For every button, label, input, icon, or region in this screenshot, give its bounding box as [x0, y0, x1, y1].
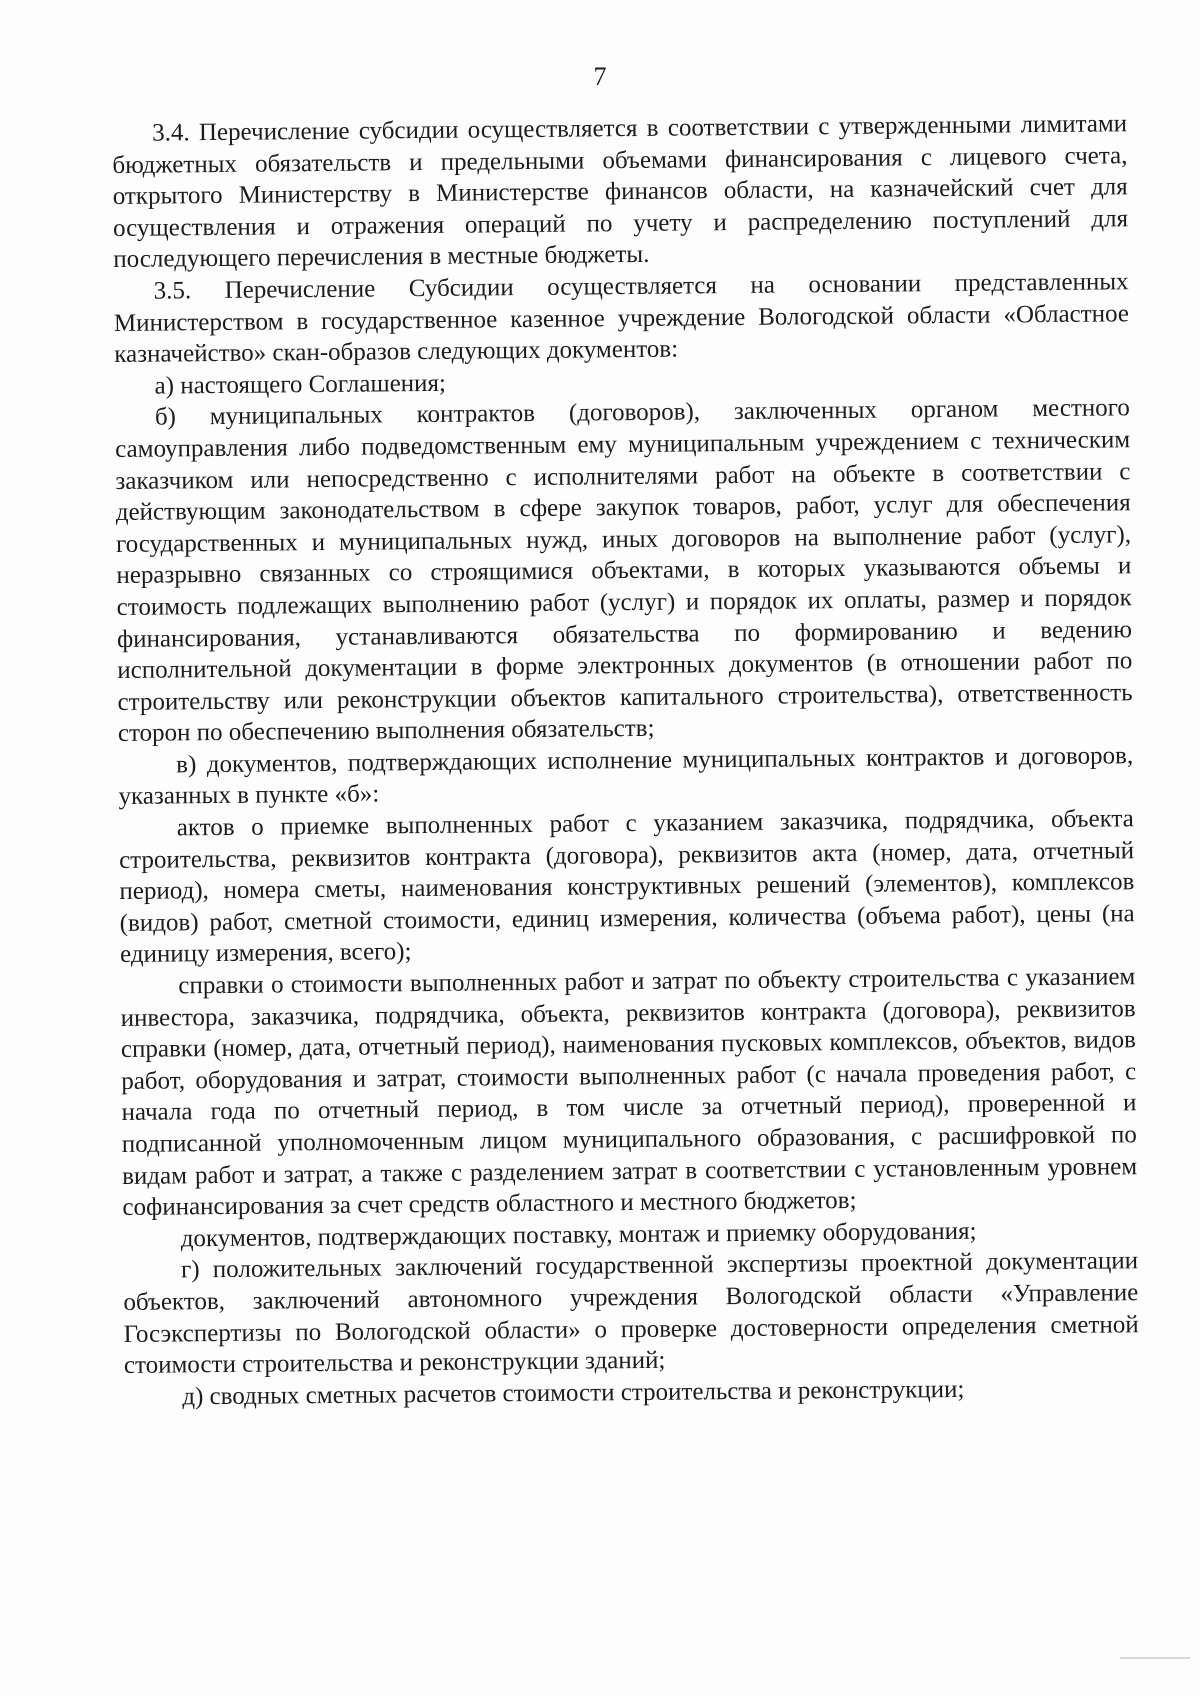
- scan-edge-mark: [1120, 1657, 1190, 1659]
- sub-item-certificates: справки о стоимости выполненных работ и затрат по объекту строительства с указанием инвестора, заказчика, подрядчика, объекта, реквизитов контракта (договора), реквизитов справки (номер, дата, отчетный период), наименования пусковых комплексов, объектов, видов работ, оборудования и затрат, стоимости выполненных работ (с начала проведения работ, с начала года по отчетный период, в том числе за отчетный период), проверенной и подписанной уполномоченным лицом муниципального образования, с расшифровкой по видам работ и затрат, а также с разделением затрат в соответствии с установленным уровнем софинансирования за счет средств областного и местного бюджетов;: [120, 963, 1138, 1222]
- page-number: 7: [593, 62, 607, 91]
- sub-item-acts: актов о приемке выполненных работ с указанием заказчика, подрядчика, объекта строительства, реквизитов контракта (договора), реквизитов акта (номер, дата, отчетный период), номера сметы, наименования конструктивных решений (элементов), комплексов (видов) работ, сметной стоимости, единиц измерения, количества (объема работ), цены (на единицу измерения, всего);: [118, 805, 1135, 969]
- list-item-b: б) муниципальных контрактов (договоров), заключенных органом местного самоуправления либо подведомственным ему муниципальным учреждением с техническим заказчиком или непосредственно с исполнителями работ на объекте в соответствии с действующим законодательством в сфере закупок товаров, работ, услуг для обеспечения государственных и муниципальных нужд, иных договоров на выполнение работ (услуг), неразрывно связанных со строящимися объектами, в которых указываются объемы и стоимость подлежащих выполнению работ (услуг) и порядок их оплаты, размер и порядок финансирования, устанавливаются обязательства по формированию и ведению исполнительной документации в форме электронных документов (в отношении работ по строительству или реконструкции объектов капитального строительства), ответственность сторон по обеспечению выполнения обязательств;: [115, 394, 1133, 748]
- sub-item-equipment: документов, подтверждающих поставку, монтаж и приемку оборудования;: [180, 1217, 977, 1253]
- list-item-a: а) настоящего Соглашения;: [154, 369, 447, 400]
- list-item-g: г) положительных заключений государственной экспертизы проектной документации объектов, заключений автономного учреждения Вологодской области «Управление Госэкспертизы по Вологодской области» о проверке достоверности определения сметной стоимости строительства и реконструкции зданий;: [123, 1247, 1139, 1380]
- paragraph-3-5: 3.5. Перечисление Субсидии осуществляется на основании представленных Министерством в государственное казенное учреждение Вологодской области «Областное казначейство» скан-образов следующих документов:: [113, 268, 1130, 369]
- paragraph-3-4: 3.4. Перечисление субсидии осуществляется в соответствии с утвержденными лимитами бюджетных обязательств и предельными объемами финансирования с лицевого счета, открытого Министерству в Министерстве финансов области, на казначейский счет для осуществления и отражения операций по учету и распределению поступлений для последующего перечисления в местные бюджеты.: [112, 110, 1129, 274]
- list-item-d: д) сводных сметных расчетов стоимости строительства и реконструкции;: [182, 1375, 965, 1411]
- document-body: [112, 108, 1139, 1413]
- list-item-v: в) документов, подтверждающих исполнение муниципальных контрактов и договоров, указанных в пункте «б»:: [118, 742, 1134, 811]
